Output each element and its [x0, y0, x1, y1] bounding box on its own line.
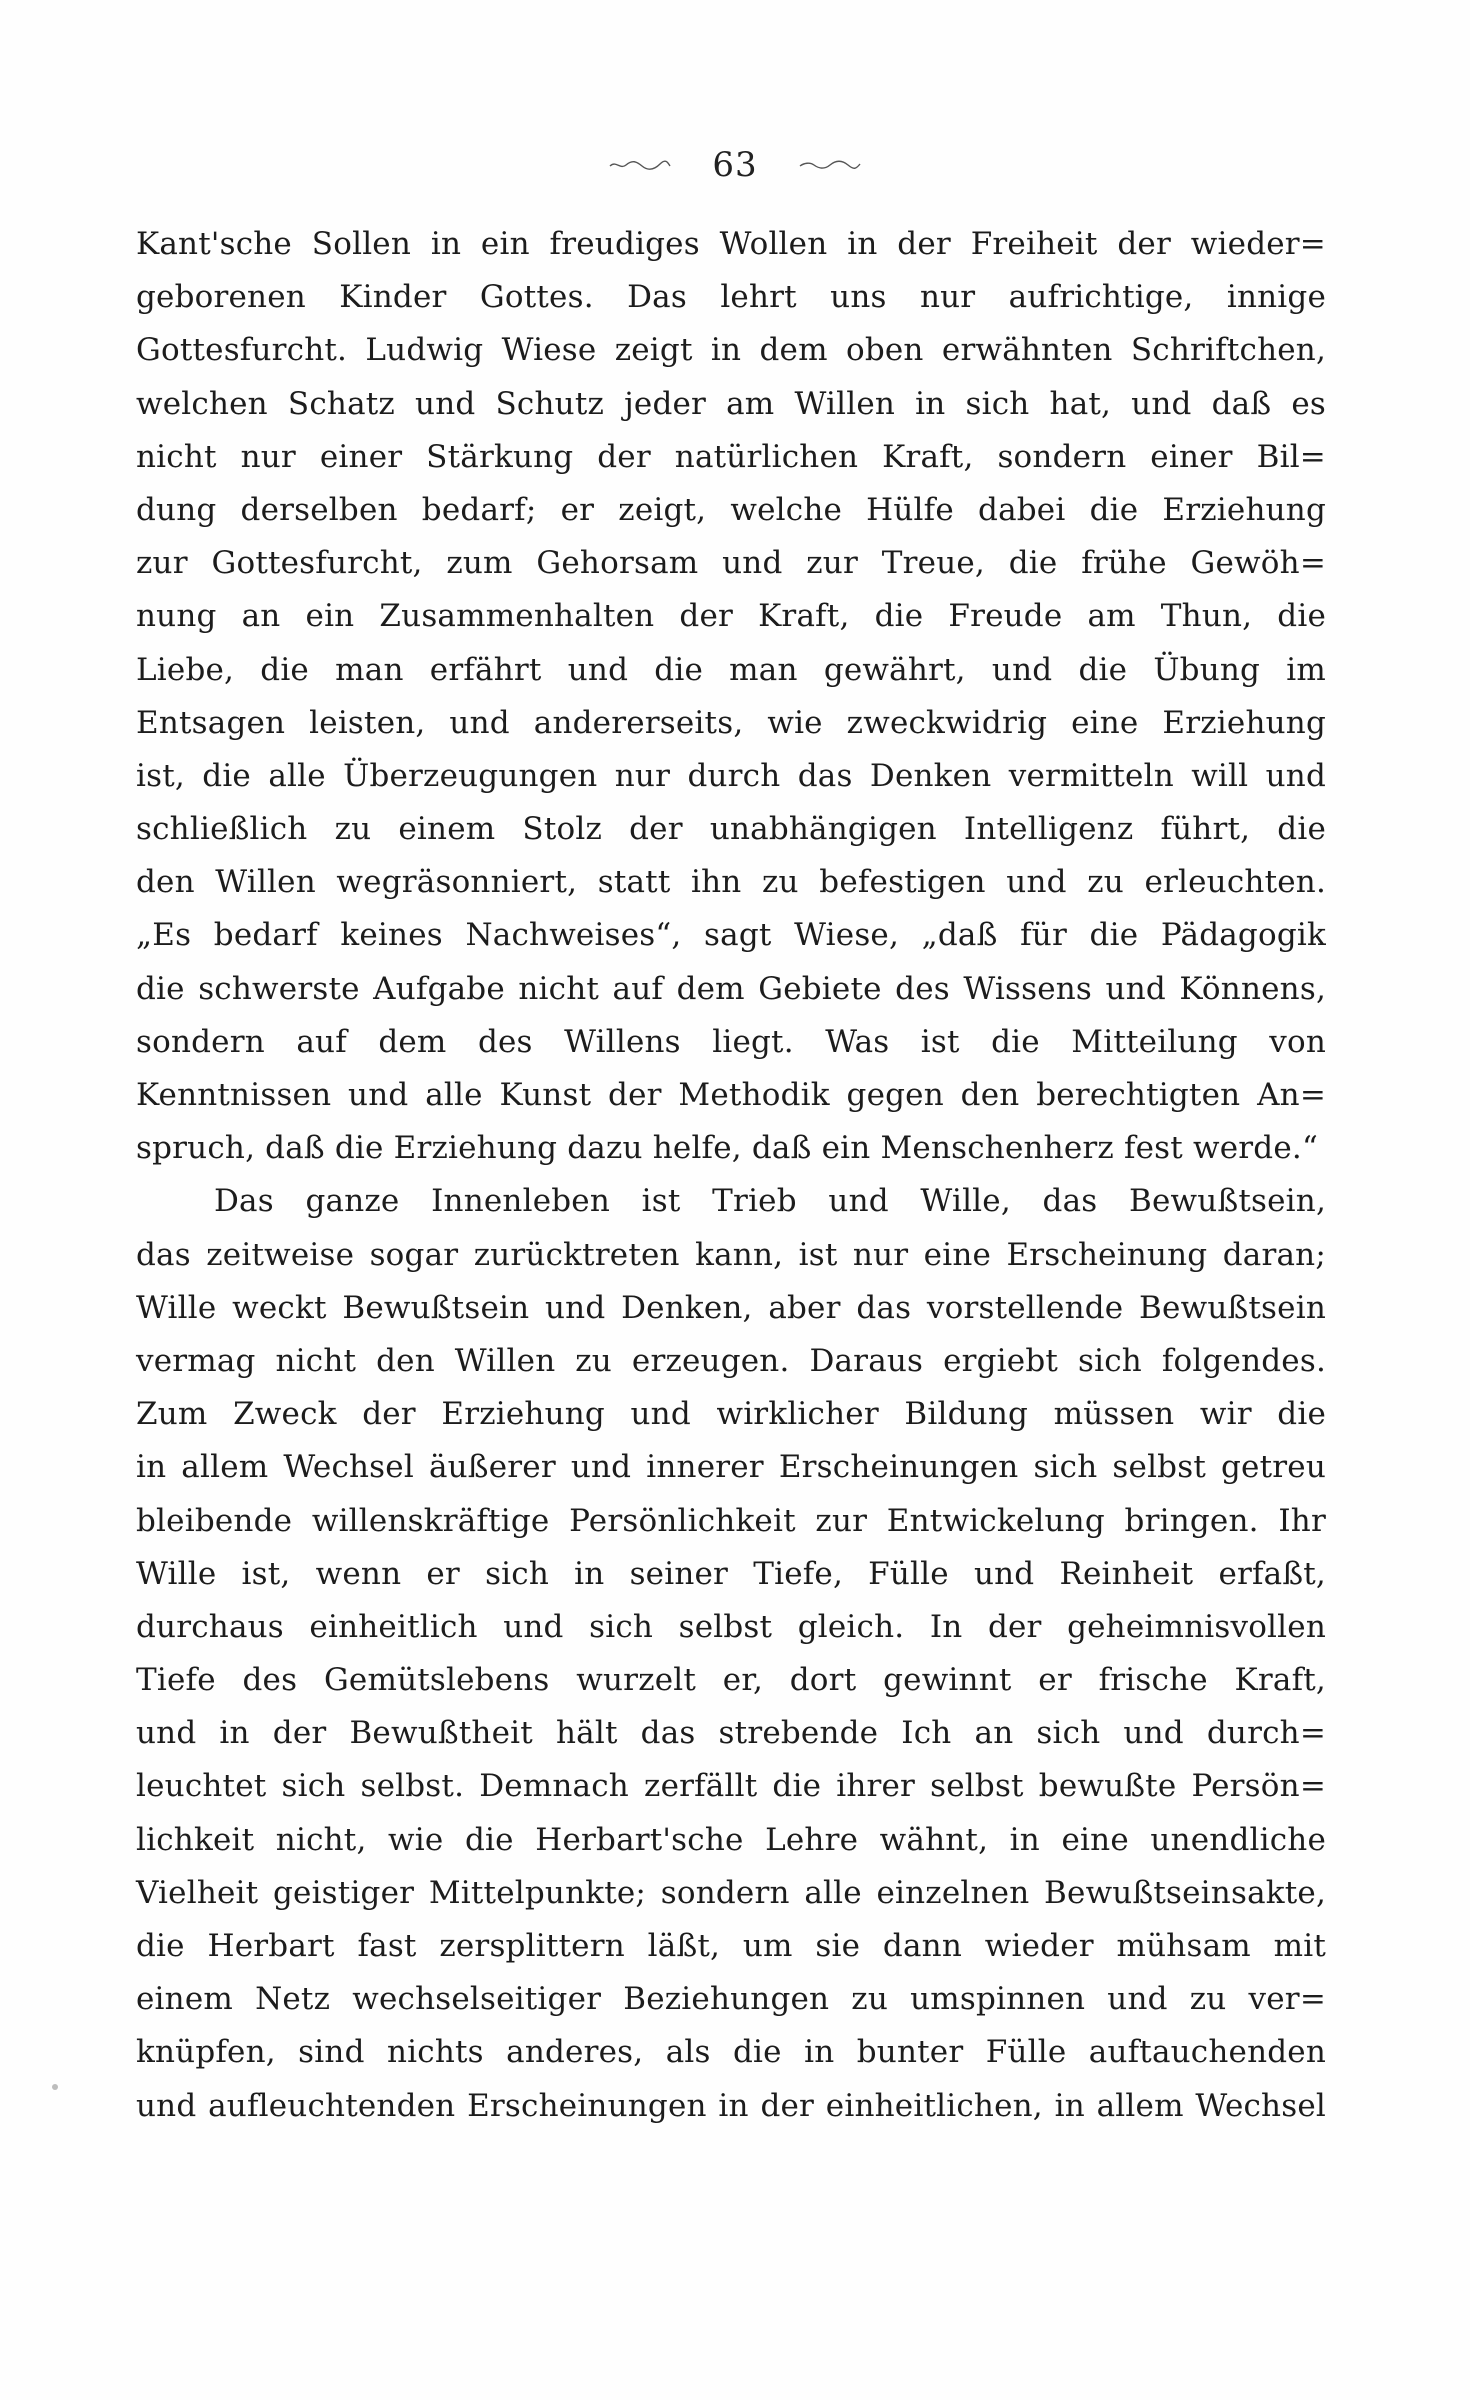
text-line: leuchtet sich selbst. Demnach zerfällt die ihrer selbst bewußte Persön=	[136, 1768, 1326, 1805]
text-line: zur Gottesfurcht, zum Gehorsam und zur Treue, die frühe Gewöh=	[136, 545, 1326, 582]
text-line: Zum Zweck der Erziehung und wirklicher Bildung müssen wir die	[136, 1396, 1326, 1433]
text-line: nung an ein Zusammenhalten der Kraft, die Freude am Thun, die	[136, 598, 1326, 635]
text-line: das zeitweise sogar zurücktreten kann, ist nur eine Erscheinung daran;	[136, 1236, 1326, 1273]
text-line: dung derselben bedarf; er zeigt, welche Hülfe dabei die Erziehung	[136, 491, 1326, 528]
text-line: Gottesfurcht. Ludwig Wiese zeigt in dem oben erwähnten Schriftchen,	[136, 332, 1326, 369]
text-line-paragraph-start: Das ganze Innenleben ist Trieb und Wille, das Bewußtsein,	[214, 1183, 1326, 1220]
text-line: und in der Bewußtheit hält das strebende Ich an sich und durch=	[136, 1715, 1326, 1752]
text-line: lichkeit nicht, wie die Herbart'sche Lehre wähnt, in eine unendliche	[136, 1821, 1326, 1858]
text-line: spruch, daß die Erziehung dazu helfe, daß ein Menschenherz fest werde.“	[136, 1130, 1318, 1167]
text-line: schließlich zu einem Stolz der unabhängigen Intelligenz führt, die	[136, 811, 1326, 848]
text-line: Wille weckt Bewußtsein und Denken, aber das vorstellende Bewußtsein	[136, 1289, 1326, 1326]
paper-speck	[52, 2084, 58, 2090]
page-header	[0, 140, 1470, 190]
text-line: Kenntnissen und alle Kunst der Methodik gegen den berechtigten An=	[136, 1077, 1326, 1113]
text-line: ist, die alle Überzeugungen nur durch das Denken vermitteln will und	[136, 757, 1326, 794]
body-text	[136, 218, 1326, 2133]
text-line: die Herbart fast zersplittern läßt, um sie dann wieder mühsam mit	[136, 1928, 1326, 1964]
text-line: geborenen Kinder Gottes. Das lehrt uns nur aufrichtige, innige	[136, 279, 1326, 316]
text-line: die schwerste Aufgabe nicht auf dem Gebiete des Wissens und Könnens,	[136, 970, 1326, 1007]
text-line: und aufleuchtenden Erscheinungen in der einheitlichen, in allem Wechsel	[136, 2087, 1326, 2124]
text-line: Vielheit geistiger Mittelpunkte; sondern alle einzelnen Bewußtseinsakte,	[136, 1874, 1326, 1911]
text-line: knüpfen, sind nichts anderes, als die in bunter Fülle auftauchenden	[136, 2034, 1326, 2071]
text-line: vermag nicht den Willen zu erzeugen. Daraus ergiebt sich folgendes.	[136, 1342, 1326, 1379]
text-line: Kant'sche Sollen in ein freudiges Wollen in der Freiheit der wieder=	[136, 226, 1326, 262]
text-line: welchen Schatz und Schutz jeder am Willen in sich hat, und daß es	[136, 385, 1326, 422]
text-line: in allem Wechsel äußerer und innerer Erscheinungen sich selbst getreu	[136, 1449, 1326, 1486]
text-line: durchaus einheitlich und sich selbst gleich. In der geheimnisvollen	[136, 1608, 1326, 1645]
text-line: Liebe, die man erfährt und die man gewährt, und die Übung im	[136, 651, 1326, 688]
text-line: „Es bedarf keines Nachweises“, sagt Wiese, „daß für die Pädagogik	[136, 917, 1326, 954]
text-line: den Willen wegräsonniert, statt ihn zu befestigen und zu erleuchten.	[136, 864, 1326, 901]
text-line: einem Netz wechselseitiger Beziehungen zu umspinnen und zu ver=	[136, 1981, 1326, 2018]
page-number: 63	[712, 145, 758, 185]
text-line: nicht nur einer Stärkung der natürlichen Kraft, sondern einer Bil=	[136, 438, 1326, 475]
text-line: bleibende willenskräftige Persönlichkeit zur Entwickelung bringen. Ihr	[136, 1502, 1326, 1539]
text-line: Entsagen leisten, und andererseits, wie zweckwidrig eine Erziehung	[136, 704, 1326, 741]
flourish-left-icon	[608, 158, 672, 172]
text-line: Wille ist, wenn er sich in seiner Tiefe, Fülle und Reinheit erfaßt,	[136, 1555, 1326, 1592]
flourish-right-icon	[798, 158, 862, 172]
text-line: sondern auf dem des Willens liegt. Was ist die Mitteilung von	[136, 1023, 1326, 1060]
text-line: Tiefe des Gemütslebens wurzelt er, dort gewinnt er frische Kraft,	[136, 1662, 1326, 1699]
